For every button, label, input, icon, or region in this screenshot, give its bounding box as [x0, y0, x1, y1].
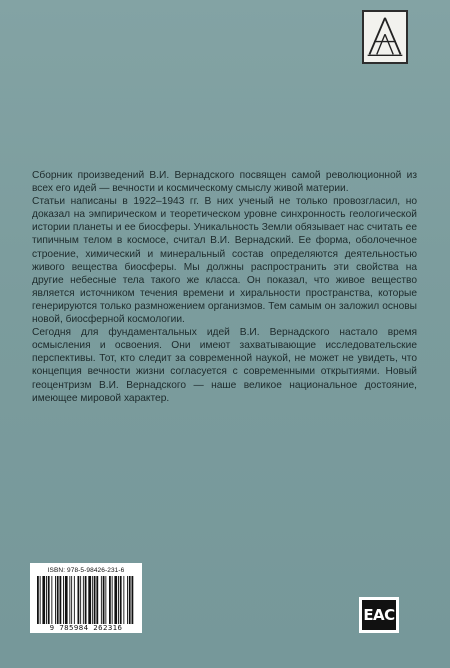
barcode-bar: [83, 576, 84, 624]
barcode-bar: [42, 576, 45, 624]
barcode-bar: [129, 576, 131, 624]
barcode-bar: [40, 576, 41, 624]
barcode-bar: [114, 576, 117, 624]
barcode-bar: [48, 576, 50, 624]
barcode-bar: [65, 576, 68, 624]
annotation-paragraph-3: Сегодня для фундаментальных идей В.И. Вернадского настало время осмысления и освоения. Они имеют захватывающие исследовательские перспективы. Тот, кто следит за современной наукой, не может не увидеть, что концепция вечности жизни согласуется с современными открытиями. Новый геоцентризм В.И. Вернадского — наше великое национальное достояние, имеющее мировой характер.: [32, 327, 417, 404]
barcode-bar: [80, 576, 81, 624]
barcode-bar: [105, 576, 106, 624]
barcode-bar: [92, 576, 93, 624]
barcode-bar: [57, 576, 59, 624]
monogram-icon: [364, 12, 406, 62]
eac-certification-mark: [359, 597, 399, 633]
eac-mark-label: EAC: [362, 600, 396, 630]
barcode-bar: [118, 576, 119, 624]
barcode-bar: [85, 576, 87, 624]
barcode-bar: [37, 576, 39, 624]
barcode-bar: [103, 576, 105, 624]
barcode-bar: [94, 576, 96, 624]
barcode-icon: [35, 576, 137, 624]
annotation-paragraph-1: Сборник произведений В.И. Вернадского посвящен самой революционной из всех его идей — вечности и космическому смыслу живой материи.: [32, 170, 417, 195]
isbn-number: ISBN: 978-5-98426-231-6: [47, 567, 125, 574]
barcode-bar: [71, 576, 72, 624]
barcode-bar: [51, 576, 52, 624]
barcode-bar: [112, 576, 113, 624]
barcode-bar: [132, 576, 134, 624]
barcode-bar: [69, 576, 70, 624]
barcode-bar: [63, 576, 64, 624]
barcode-bar: [101, 576, 102, 624]
annotation-paragraph-2: Статьи написаны в 1922–1943 гг. В них ученый не только провозгласил, но доказал на эмпирическом и теоретическом уровне синхронность геологической истории планеты и ее биосферы. Уникальность Земли обязывает нас считать ее типичным телом в космосе, считал В.И. Вернадский. Ее форма, оболочечное строение, химический и минеральный состав определяются деятельностью живого вещества биосферы. Мы должны распространить эти свойства на другие небесные тела такого же класса. Он показал, что живое вещество является источником течения времени и хиральности пространства, которые генерируются только размножением организмов. Тем самым он заложил основы новой, биосферной космологии.: [32, 196, 417, 326]
barcode-bar: [60, 576, 62, 624]
barcode-digits: 9 785984 262316: [49, 623, 123, 632]
barcode-bar: [96, 576, 98, 624]
barcode-bar: [88, 576, 91, 624]
barcode-bar: [46, 576, 47, 624]
barcode-bar: [74, 576, 75, 624]
barcode-bar: [109, 576, 111, 624]
barcode-label: [30, 563, 142, 633]
barcode-bar: [55, 576, 56, 624]
barcode-bar: [127, 576, 128, 624]
annotation-text: [32, 169, 417, 405]
barcode-bar: [120, 576, 122, 624]
barcode-bar: [123, 576, 124, 624]
barcode-bar: [78, 576, 80, 624]
publisher-logo-icon: [362, 10, 408, 64]
